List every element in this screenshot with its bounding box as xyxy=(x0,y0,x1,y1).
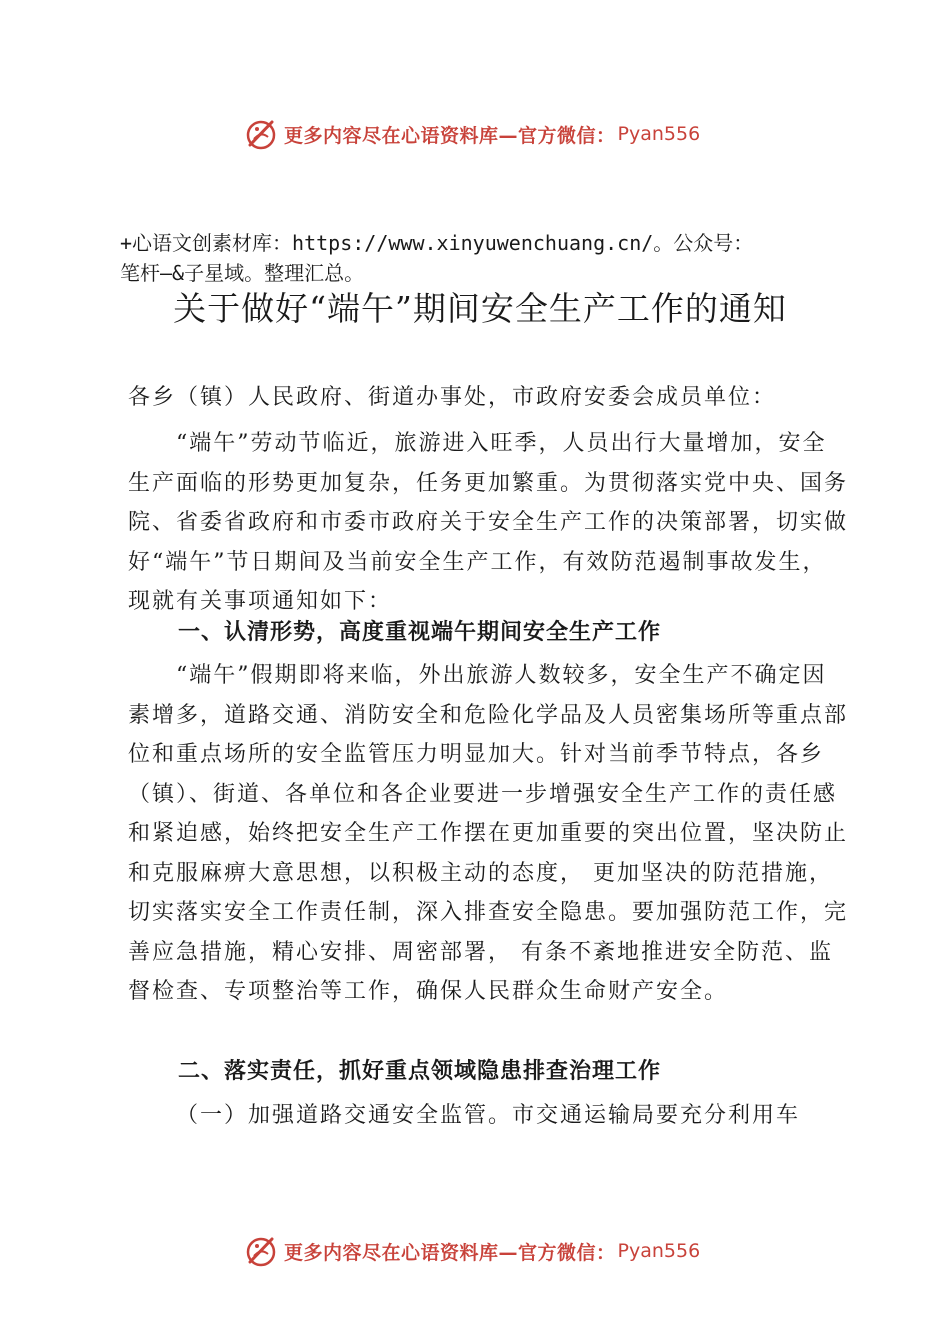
brush-logo-icon xyxy=(244,117,278,151)
source-note-line2: 笔杆—&子星域。整理汇总。 xyxy=(120,261,365,285)
header-banner xyxy=(244,116,700,152)
section-1-heading: 一、认清形势，高度重视端午期间安全生产工作 xyxy=(178,620,662,645)
banner-text: 更多内容尽在心语资料库—官方微信： xyxy=(284,124,616,147)
source-note xyxy=(120,228,840,288)
salutation: 各乡（镇）人民政府、街道办事处，市政府安委会成员单位： xyxy=(128,385,777,410)
brush-logo-icon xyxy=(244,1234,278,1268)
source-note-line1: +心语文创素材库：https://www.xinyuwenchuang.cn/。公众号： xyxy=(120,231,754,255)
document-title: 关于做好“端午”期间安全生产工作的通知 xyxy=(173,289,787,328)
banner-text: 更多内容尽在心语资料库—官方微信： xyxy=(284,1241,616,1264)
section-2-body: （一）加强道路交通安全监管。市交通运输局要充分利用车 xyxy=(176,1103,801,1128)
banner-wechat-id: Pyan556 xyxy=(617,1240,701,1262)
section-1-body: “端午”假期即将来临，外出旅游人数较多，安全生产不确定因素增多，道路交通、消防安全和危险化学品及人员密集场所等重点部位和重点场所的安全监管压力明显加大。针对当前季节特点，各乡（镇）、街道、各单位和各企业要进一步增强安全生产工作的责任感和紧迫感，始终把安全生产工作摆在更加重要的突出位置，坚决防止和克服麻痹大意思想，以积极主动的态度， 更加坚决的防范措施，切实落实安全工作责任制，深入排查安全隐患。要加强防范工作，完善应急措施，精心安排、周密部署， 有条不紊地推进安全防范、监督检查、专项整治等工作，确保人民群众生命财产安全。 xyxy=(128,663,849,1004)
intro-paragraph: “端午”劳动节临近，旅游进入旺季，人员出行大量增加，安全生产面临的形势更加复杂，任务更加繁重。为贯彻落实党中央、国务院、省委省政府和市委市政府关于安全生产工作的决策部署，切实做好“端午”节日期间及当前安全生产工作，有效防范遏制事故发生，现就有关事项通知如下： xyxy=(128,431,849,614)
section-2-heading: 二、落实责任，抓好重点领域隐患排查治理工作 xyxy=(178,1059,662,1084)
banner-wechat-id: Pyan556 xyxy=(617,123,701,145)
footer-banner xyxy=(244,1233,700,1269)
